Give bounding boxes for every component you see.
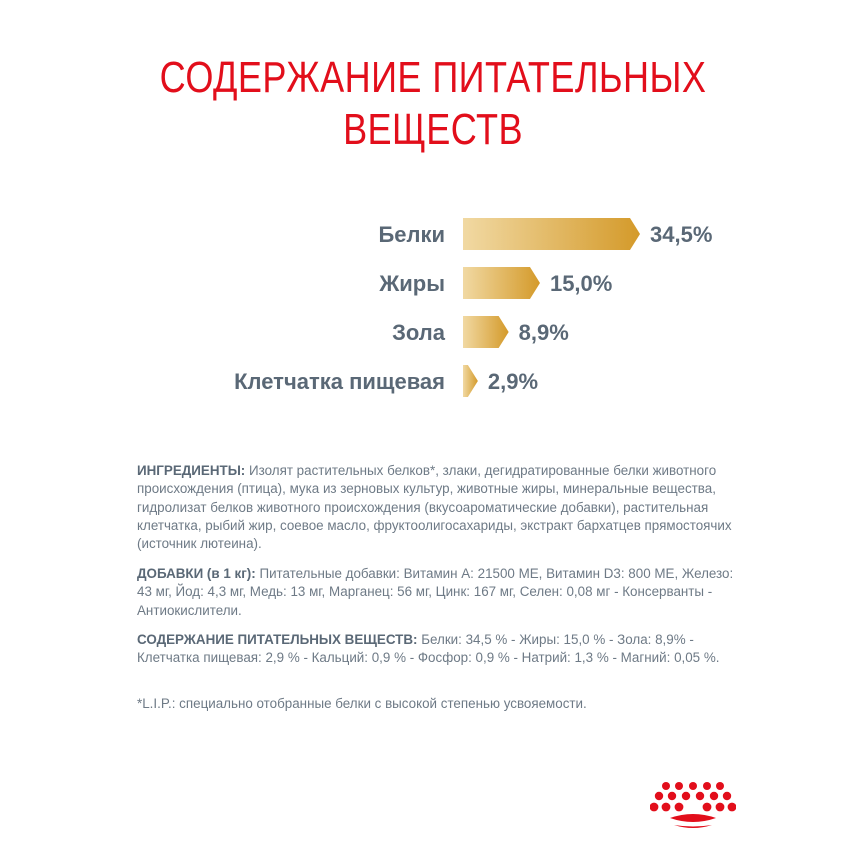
nutrients-text: Белки: 34,5 % - Жиры: 15,0 % - Зола: 8,9% - Клетчатка пищевая: 2,9 % - Кальций: 0,9 % - Фосфор: 0,9 % - Натрий: 1,3 % - Магний: 0,05 %. [137, 632, 720, 666]
nutrients-paragraph [137, 631, 737, 668]
value-label: 15,0% [549, 271, 613, 296]
category-label: Клетчатка пищевая [234, 369, 445, 394]
bar-2 [463, 267, 540, 299]
additives-label: ДОБАВКИ (в 1 кг): [137, 566, 256, 581]
title-line-1: СОДЕРЖАНИЕ ПИТАТЕЛЬНЫХ [159, 53, 707, 102]
category-label: Белки [378, 222, 445, 247]
royal-canin-crown-icon [650, 782, 736, 832]
nutrients-label: СОДЕРЖАНИЕ ПИТАТЕЛЬНЫХ ВЕЩЕСТВ: [137, 632, 418, 647]
category-label: Жиры [379, 271, 445, 296]
ingredients-paragraph [137, 462, 737, 553]
additives-paragraph [137, 565, 737, 620]
footnote [137, 695, 737, 713]
additives-text: Питательные добавки: Витамин А: 21500 МЕ, Витамин D3: 800 МЕ, Железо: 43 мг, Йод: 4,3 мг, Медь: 13 мг, Марганец: 56 мг, Цинк: 167 мг, Селен: 0,08 мг - Консерванты - Антиокислители. [137, 566, 734, 618]
category-label: Зола [392, 320, 445, 345]
bar-1 [463, 218, 640, 250]
footnote-text: *L.I.P.: специально отобранные белки с высокой степенью усвояемости. [137, 696, 587, 711]
bar-4 [463, 365, 478, 397]
value-label: 34,5% [650, 222, 713, 247]
ingredients-text: Изолят растительных белков*, злаки, дегидратированные белки животного происхождения (птица), мука из зерновых культур, животные жиры, минеральные вещества, гидролизат белков животного происхождения (вкусоароматические добавки), растительная клетчатка, рыбий жир, соевое масло, фруктоолигосахариды, экстракт бархатцев прямостоячих (источник лютеина). [137, 463, 732, 552]
title-line-2: ВЕЩЕСТВ [343, 105, 523, 154]
bar-3 [463, 316, 509, 348]
ingredients-label: ИНГРЕДИЕНТЫ: [137, 463, 246, 478]
nutrient-bar-chart [0, 200, 866, 420]
value-label: 2,9% [487, 369, 539, 394]
page-title [78, 52, 788, 156]
value-label: 8,9% [518, 320, 569, 345]
